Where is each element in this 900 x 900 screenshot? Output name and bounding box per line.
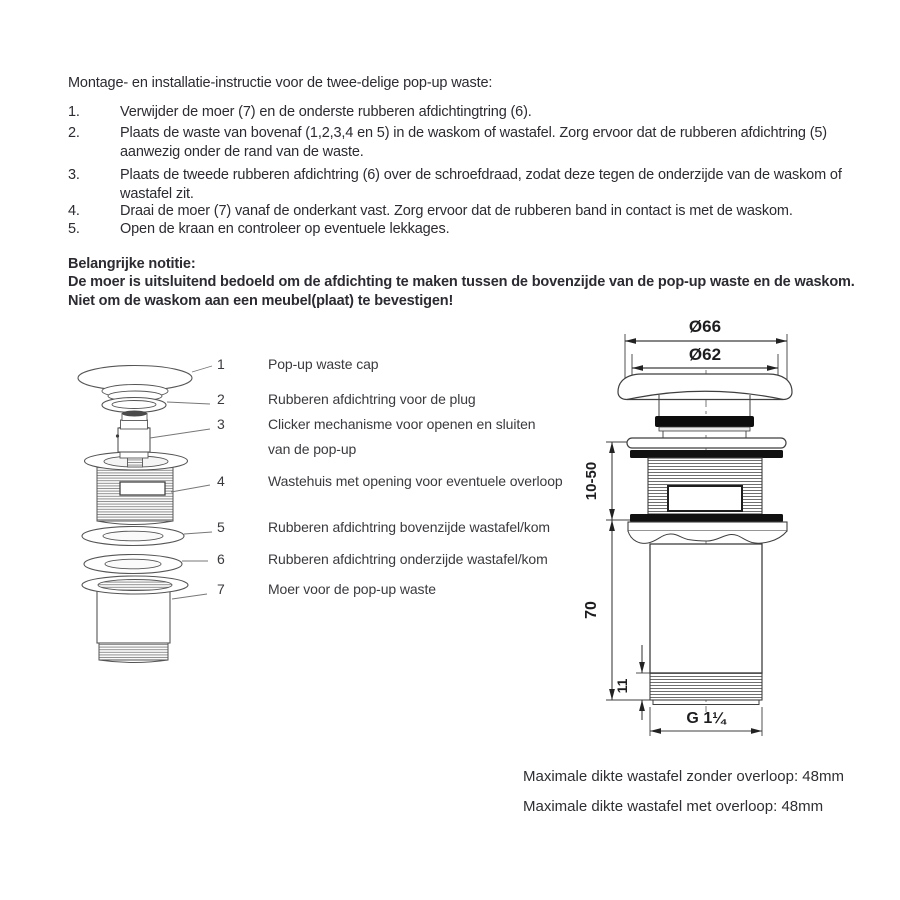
dim-clamp-range-lines <box>606 442 630 520</box>
bottom-thread-section <box>650 673 762 705</box>
dim-cap-outer: Ø66 <box>688 317 722 336</box>
instruction-text: Verwijder de moer (7) en de onderste rubberen afdichtingtring (6). <box>120 104 532 120</box>
part-label: Wastehuis met opening voor eventuele overloop <box>268 473 563 489</box>
part-label: Clicker mechanisme voor openen en sluiten <box>268 416 536 432</box>
part-number: 2 <box>217 391 225 407</box>
dim-thread-size: G 1¼ <box>686 710 726 727</box>
nut-section <box>628 522 787 543</box>
plug-seal-ring-shape <box>102 398 166 413</box>
part-number: 4 <box>217 473 225 489</box>
upper-seal-ring-shape <box>82 527 184 546</box>
tube-section <box>650 544 762 673</box>
exploded-view-diagram <box>55 352 220 672</box>
cap-section <box>618 374 792 416</box>
instruction-number: 5. <box>68 221 80 237</box>
note-text: De moer is uitsluitend bedoeld om de afdichting te maken tussen de bovenzijde van de pop-up waste en de waskom. <box>68 274 855 290</box>
part-number: 6 <box>217 551 225 567</box>
part-label: Moer voor de pop-up waste <box>268 581 436 597</box>
part-number: 3 <box>217 416 225 432</box>
instruction-text: Open de kraan en controleer op eventuele lekkages. <box>120 221 450 237</box>
instruction-text: Draai de moer (7) vanaf de onderkant vast. Zorg ervoor dat de rubberen band in contact is met de waskom. <box>120 203 793 219</box>
instruction-number: 4. <box>68 203 80 219</box>
cap-shape <box>78 366 192 402</box>
part-number: 7 <box>217 581 225 597</box>
dim-cap-inner: Ø62 <box>688 345 722 364</box>
dim-body-length: 70 <box>583 601 600 619</box>
flange-section <box>627 438 786 448</box>
plug-seal-section <box>655 416 754 438</box>
part-label: van de pop-up <box>268 441 357 457</box>
part-number: 5 <box>217 519 225 535</box>
part-label: Rubberen afdichtring voor de plug <box>268 391 476 407</box>
instruction-number: 3. <box>68 167 80 183</box>
note-heading: Belangrijke notitie: <box>68 256 196 272</box>
instruction-text: wastafel zit. <box>120 186 194 202</box>
technical-drawing <box>580 312 825 752</box>
page-title: Montage- en installatie-instructie voor de twee-delige pop-up waste: <box>68 75 493 91</box>
max-thickness-with-overflow: Maximale dikte wastafel met overloop: 48mm <box>523 798 824 815</box>
overflow-window <box>120 482 165 495</box>
part-label: Rubberen afdichtring bovenzijde wastafel/kom <box>268 519 550 535</box>
dim-thread-length: 11 <box>614 678 630 694</box>
threaded-body-section <box>648 458 762 514</box>
dim-clamp-range: 10-50 <box>583 461 600 501</box>
part-label: Rubberen afdichtring onderzijde wastafel/kom <box>268 551 548 567</box>
overflow-window-section <box>668 486 742 511</box>
instruction-text: aanwezig onder de rand van de waste. <box>120 144 364 160</box>
upper-seal-section <box>630 450 783 458</box>
note-text: Niet om de waskom aan een meubel(plaat) te bevestigen! <box>68 293 454 309</box>
lower-seal-section <box>630 514 783 522</box>
instruction-text: Plaats de waste van bovenaf (1,2,3,4 en 5) in de waskom of wastafel. Zorg ervoor dat de rubberen afdichtring (5) <box>120 125 827 141</box>
dim-thread-length-lines <box>636 645 650 720</box>
instruction-number: 1. <box>68 104 80 120</box>
instruction-text: Plaats de tweede rubberen afdichtring (6) over de schroefdraad, zodat deze tegen de onderzijde van de waskom of <box>120 167 842 183</box>
instruction-number: 2. <box>68 125 80 141</box>
max-thickness-without-overflow: Maximale dikte wastafel zonder overloop: 48mm <box>523 768 844 785</box>
nut-shape <box>82 576 188 663</box>
lower-seal-ring-shape <box>84 555 182 574</box>
part-number: 1 <box>217 356 225 372</box>
part-label: Pop-up waste cap <box>268 356 379 372</box>
